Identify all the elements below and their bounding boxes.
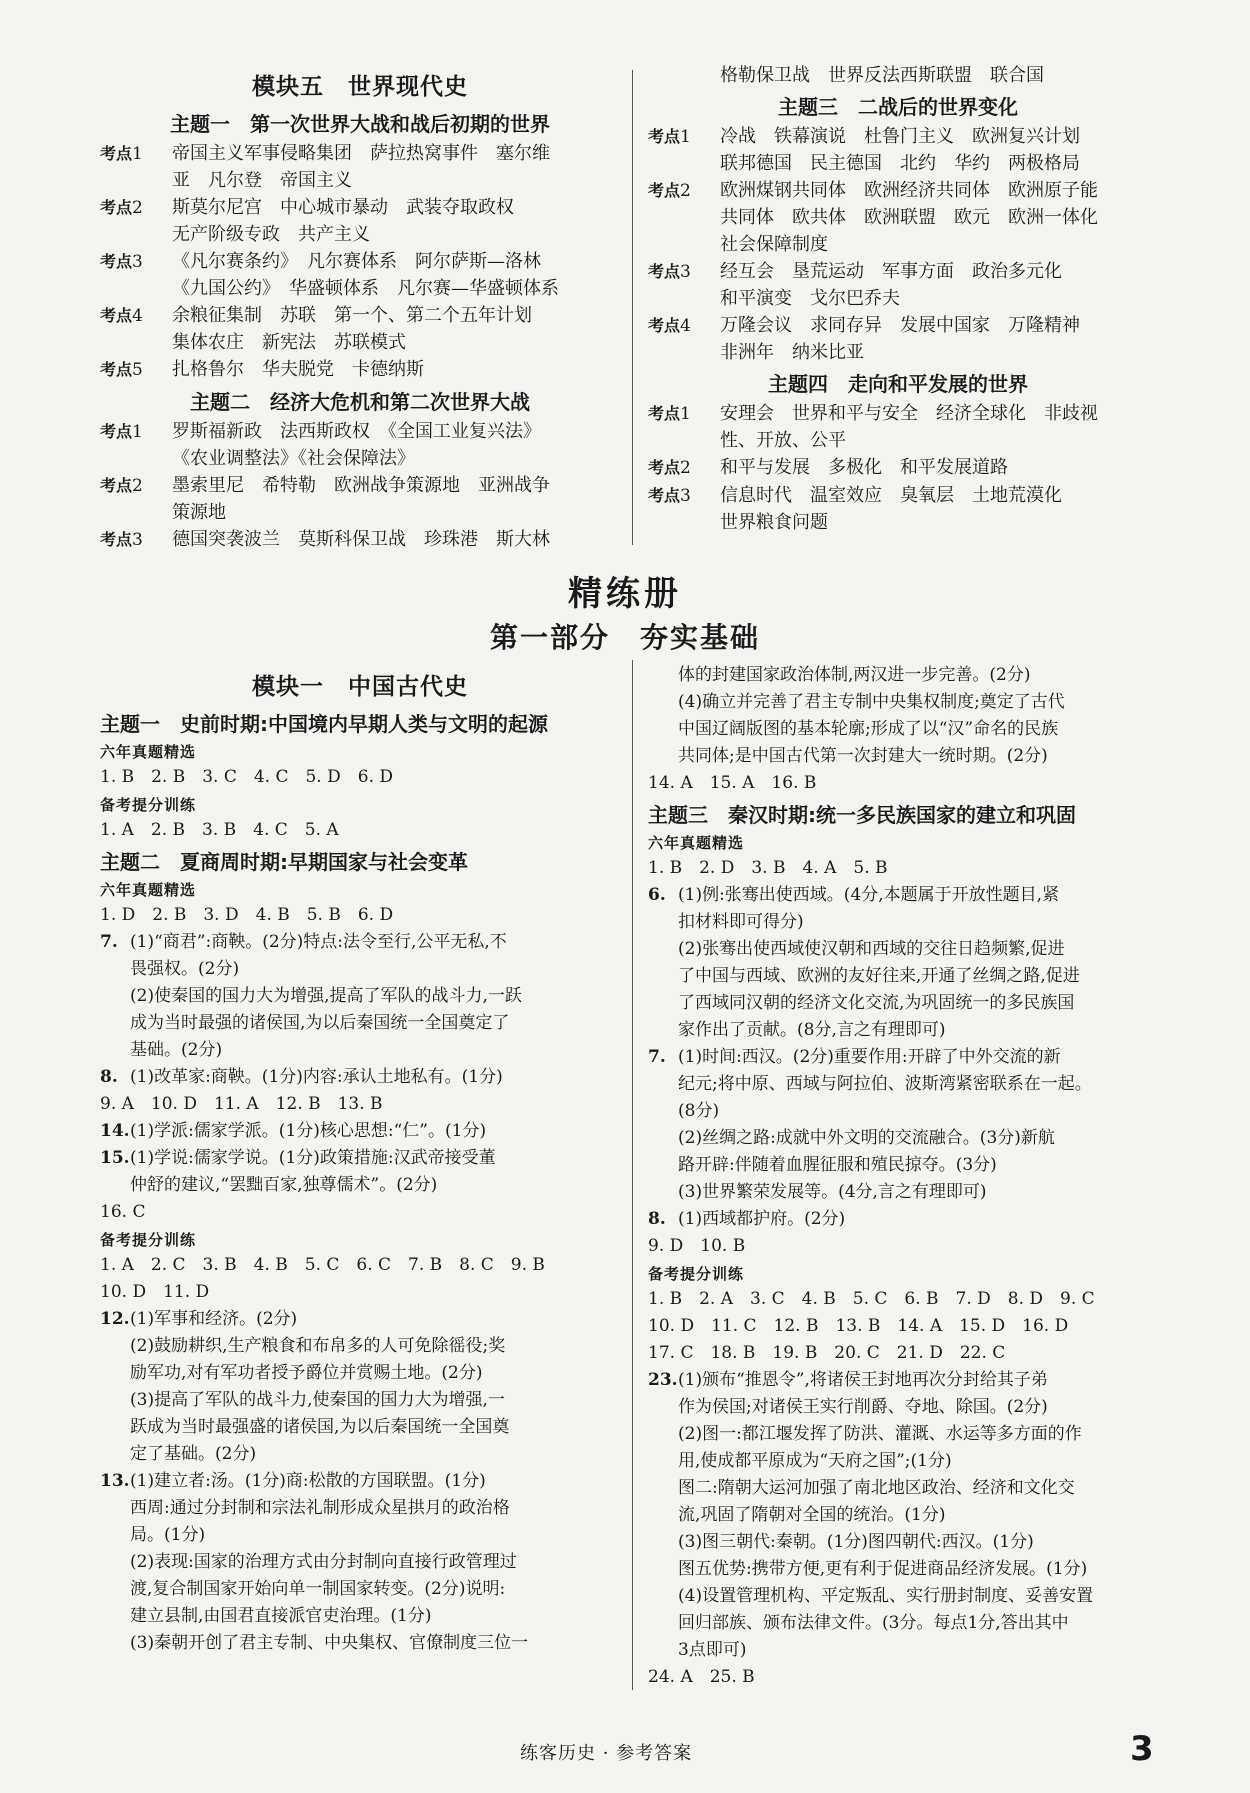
- subsection-label: 六年真题精选: [100, 881, 197, 899]
- question-body: [130, 1118, 620, 1145]
- question-body: [678, 882, 1148, 1044]
- question-line: 励军功,对有军功者授予爵位并赏赐土地。(2分): [130, 1363, 483, 1383]
- key-point-number: 1: [680, 404, 691, 424]
- key-point-word: 考点: [100, 252, 133, 271]
- answer-row: 16. C: [100, 1202, 146, 1222]
- key-point-line: 和平与发展 多极化 和平发展道路: [720, 457, 1008, 478]
- question-line: (3)世界繁荣发展等。(4分,言之有理即可): [678, 1182, 987, 1202]
- key-point: [100, 140, 620, 194]
- key-point-line: 罗斯福新政 法西斯政权 《全国工业复兴法》: [172, 421, 541, 442]
- question-line: (1)颁布“推恩令”,将诸侯王封地再次分封给其子弟: [678, 1370, 1048, 1390]
- question-line: (1)改革家:商鞅。(1分)内容:承认土地私有。(1分): [130, 1067, 503, 1087]
- answer-row: 1. B 2. D 3. B 4. A 5. B: [648, 858, 888, 878]
- key-point-number: 2: [680, 458, 691, 478]
- key-point-word: 考点: [100, 144, 133, 163]
- question-line: (1)时间:西汉。(2分)重要作用:开辟了中外交流的新: [678, 1047, 1061, 1067]
- question-line: 中国辽阔版图的基本轮廓;形成了以“汉”命名的民族: [678, 719, 1059, 739]
- key-point: [648, 258, 1148, 312]
- question-line: 用,使成都平原成为“天府之国”;(1分): [678, 1451, 952, 1471]
- question-line: (3)图三朝代:秦朝。(1分)图四朝代:西汉。(1分): [678, 1532, 1034, 1552]
- question-line: 家作出了贡献。(8分,言之有理即可): [678, 1020, 946, 1040]
- key-point-word: 考点: [100, 422, 133, 441]
- question-line: (3)提高了军队的战斗力,使秦国的国力大为增强,一: [130, 1390, 505, 1410]
- continuation-text: 格勒保卫战 世界反法西斯联盟 联合国: [720, 65, 1044, 86]
- key-point: [648, 454, 1148, 482]
- key-point-label: [100, 248, 172, 302]
- key-point-label: [648, 177, 720, 258]
- question-line: 了西域同汉朝的经济文化交流,为巩固统一的多民族国: [678, 993, 1075, 1013]
- question-line: (3)秦朝开创了君主专制、中央集权、官僚制度三位一: [130, 1633, 529, 1653]
- answer-row: 9. D 10. B: [648, 1236, 746, 1256]
- question-body: [678, 1367, 1148, 1664]
- key-point-word: 考点: [100, 198, 133, 217]
- key-point-number: 3: [680, 262, 691, 282]
- key-point-text: [172, 194, 620, 248]
- question: [648, 1206, 1148, 1233]
- key-point-text: [720, 312, 1148, 366]
- key-point-word: 考点: [100, 360, 133, 379]
- question: [100, 1468, 620, 1657]
- subsection-label: 备考提分训练: [100, 796, 197, 814]
- key-point: [100, 472, 620, 526]
- column-divider-bottom: [632, 660, 633, 1690]
- key-point-label: [100, 418, 172, 472]
- part-title: 第一部分 夯实基础: [489, 621, 760, 654]
- question-line: (1)军事和经济。(2分): [130, 1309, 298, 1329]
- key-point-number: 3: [680, 486, 691, 506]
- question-number: 7.: [100, 932, 118, 952]
- question-number: 8.: [100, 1067, 118, 1087]
- topic-title: 主题三 秦汉时期:统一多民族国家的建立和巩固: [648, 803, 1076, 827]
- question-line: 定了基础。(2分): [130, 1444, 257, 1464]
- key-point-line: 扎格鲁尔 华夫脱党 卡德纳斯: [172, 359, 424, 380]
- answer-row: 1. B 2. A 3. C 4. B 5. C 6. B 7. D 8. D 9. C: [648, 1289, 1095, 1309]
- key-point-line: 冷战 铁幕演说 杜鲁门主义 欧洲复兴计划: [720, 126, 1080, 147]
- question: [648, 1044, 1148, 1206]
- question-line: (2)丝绸之路:成就中外文明的交流融合。(3分)新航: [678, 1128, 1055, 1148]
- question: [100, 1306, 620, 1468]
- key-point-line: 安理会 世界和平与安全 经济全球化 非歧视: [720, 403, 1098, 424]
- key-point-text: [172, 526, 620, 554]
- question-line: 3点即可): [678, 1640, 747, 1660]
- topic-title: 主题二 经济大危机和第二次世界大战: [190, 390, 530, 414]
- key-point-label: [648, 400, 720, 454]
- key-point-label: [648, 482, 720, 536]
- key-point-line: 经互会 垦荒运动 军事方面 政治多元化: [720, 261, 1062, 282]
- answer-row: 1. D 2. B 3. D 4. B 5. B 6. D: [100, 905, 394, 925]
- key-point-word: 考点: [648, 262, 681, 281]
- top-left-column: [100, 62, 620, 554]
- key-point: [100, 302, 620, 356]
- key-point-line: 无产阶级专政 共产主义: [172, 224, 370, 245]
- question-line: (1)西域都护府。(2分): [678, 1209, 846, 1229]
- question-line: 体的封建国家政治体制,两汉进一步完善。(2分): [678, 665, 1031, 685]
- key-point-line: 余粮征集制 苏联 第一个、第二个五年计划: [172, 305, 532, 326]
- key-point-number: 5: [132, 360, 143, 380]
- question-number: 23.: [648, 1370, 678, 1390]
- key-point-label: [648, 312, 720, 366]
- answer-row: 1. B 2. B 3. C 4. C 5. D 6. D: [100, 767, 394, 787]
- question-line: (1)“商君”:商鞅。(2分)特点:法令至行,公平无私,不: [130, 932, 507, 952]
- question-number: 12.: [100, 1309, 130, 1329]
- key-point-label: [648, 258, 720, 312]
- question-line: 作为侯国;对诸侯王实行削爵、夺地、除国。(2分): [678, 1397, 1048, 1417]
- key-point-number: 2: [132, 476, 143, 496]
- question-body: [130, 1064, 620, 1091]
- question-number: 7.: [648, 1047, 666, 1067]
- question-line: 成为当时最强的诸侯国,为以后秦国统一全国奠定了: [130, 1013, 510, 1033]
- question-line: (8分): [678, 1101, 720, 1121]
- question-line: 纪元;将中原、西域与阿拉伯、波斯湾紧密联系在一起。: [678, 1074, 1092, 1094]
- question-line: (2)使秦国的国力大为增强,提高了军队的战斗力,一跃: [130, 986, 522, 1006]
- key-point-line: 联邦德国 民主德国 北约 华约 两极格局: [720, 153, 1080, 174]
- question-line: (2)鼓励耕织,生产粮食和布帛多的人可免除徭役;奖: [130, 1336, 506, 1356]
- key-point-label: [100, 194, 172, 248]
- key-point-line: 墨索里尼 希特勒 欧洲战争策源地 亚洲战争: [172, 475, 550, 496]
- key-point-line: 欧洲煤钢共同体 欧洲经济共同体 欧洲原子能: [720, 180, 1098, 201]
- page-number: 3: [1130, 1729, 1154, 1769]
- question-body: [130, 1468, 620, 1657]
- question-line: 路开辟:伴随着血腥征服和殖民掠夺。(3分): [678, 1155, 997, 1175]
- key-point-word: 考点: [100, 476, 133, 495]
- key-point-line: 信息时代 温室效应 臭氧层 土地荒漠化: [720, 485, 1062, 506]
- question-line: (2)图一:都江堰发挥了防洪、灌溉、水运等多方面的作: [678, 1424, 1082, 1444]
- answer-row: 24. A 25. B: [648, 1667, 755, 1687]
- key-point-word: 考点: [648, 486, 681, 505]
- key-point: [100, 526, 620, 554]
- key-point-word: 考点: [648, 404, 681, 423]
- answer-row: 1. A 2. B 3. B 4. C 5. A: [100, 820, 339, 840]
- question: [100, 1145, 620, 1199]
- section-title: 精练册: [568, 574, 682, 614]
- key-point-number: 2: [132, 198, 143, 218]
- question-body: [678, 1206, 1148, 1233]
- key-point: [648, 400, 1148, 454]
- key-point-text: [720, 258, 1148, 312]
- key-point-word: 考点: [648, 181, 681, 200]
- question-line: 渡,复合制国家开始向单一制国家转变。(2分)说明:: [130, 1579, 506, 1599]
- question-line: (2)张骞出使西域使汉朝和西域的交往日趋频繁,促进: [678, 939, 1065, 959]
- subsection-label: 六年真题精选: [648, 834, 745, 852]
- key-point: [648, 482, 1148, 536]
- question-line: 回归部族、颁布法律文件。(3分。每点1分,答出其中: [678, 1613, 1069, 1633]
- subsection-label: 六年真题精选: [100, 743, 197, 761]
- column-divider-top: [632, 70, 633, 545]
- question-line: 了中国与西域、欧洲的友好往来,开通了丝绸之路,促进: [678, 966, 1080, 986]
- key-point-line: 集体农庄 新宪法 苏联模式: [172, 332, 406, 353]
- key-point-number: 3: [132, 252, 143, 272]
- question-line: 西周:通过分封制和宗法礼制形成众星拱月的政治格: [130, 1498, 510, 1518]
- answer-row: 10. D 11. C 12. B 13. B 14. A 15. D 16. D: [648, 1316, 1069, 1336]
- key-point-line: 社会保障制度: [720, 234, 828, 255]
- question: [100, 929, 620, 1064]
- key-point-label: [100, 526, 172, 554]
- question-line: 仲舒的建议,“罢黜百家,独尊儒术”。(2分): [130, 1175, 438, 1195]
- question-line: 共同体;是中国古代第一次封建大一统时期。(2分): [678, 746, 1048, 766]
- key-point-word: 考点: [648, 127, 681, 146]
- question-body: [130, 929, 620, 1064]
- answer-row: 10. D 11. D: [100, 1282, 210, 1302]
- key-point-line: 亚 凡尔登 帝国主义: [172, 170, 352, 191]
- key-point-line: 策源地: [172, 502, 226, 523]
- topic-title: 主题一 史前时期:中国境内早期人类与文明的起源: [100, 712, 548, 736]
- key-point: [100, 248, 620, 302]
- bottom-right-column: [648, 662, 1148, 1691]
- key-point-label: [100, 302, 172, 356]
- key-point-line: 万隆会议 求同存异 发展中国家 万隆精神: [720, 315, 1080, 336]
- footer-text: 练客历史 · 参考答案: [520, 1743, 693, 1764]
- key-point-number: 4: [680, 316, 691, 336]
- question-line: 建立县制,由国君直接派官吏治理。(1分): [130, 1606, 432, 1626]
- question-line: 局。(1分): [130, 1525, 206, 1545]
- key-point-label: [100, 356, 172, 384]
- key-point-number: 2: [680, 181, 691, 201]
- answer-row: 1. A 2. C 3. B 4. B 5. C 6. C 7. B 8. C 9. B: [100, 1255, 545, 1275]
- question: [100, 1118, 620, 1145]
- topic-title: 主题三 二战后的世界变化: [778, 95, 1018, 119]
- key-point-word: 考点: [648, 316, 681, 335]
- key-point-text: [720, 400, 1148, 454]
- question-line: 扣材料即可得分): [678, 912, 804, 932]
- key-point-word: 考点: [648, 458, 681, 477]
- question-continuation: [648, 662, 1148, 770]
- answer-row: 14. A 15. A 16. B: [648, 773, 817, 793]
- question-line: 流,巩固了隋朝对全国的统治。(1分): [678, 1505, 946, 1525]
- key-point-line: 《农业调整法》《社会保障法》: [172, 448, 415, 469]
- question-body: [678, 662, 1148, 770]
- question-line: 图二:隋朝大运河加强了南北地区政治、经济和文化交: [678, 1478, 1075, 1498]
- answer-row: 9. A 10. D 11. A 12. B 13. B: [100, 1094, 383, 1114]
- question-number: 6.: [648, 885, 666, 905]
- topic-title: 主题二 夏商周时期:早期国家与社会变革: [100, 850, 468, 874]
- key-point: [648, 177, 1148, 258]
- key-point-line: 《九国公约》 华盛顿体系 凡尔赛—华盛顿体系: [172, 278, 559, 299]
- key-point-text: [172, 248, 620, 302]
- key-point-text: [172, 302, 620, 356]
- key-point-label: [648, 454, 720, 482]
- question: [648, 882, 1148, 1044]
- key-point-line: 性、开放、公平: [720, 430, 846, 451]
- question-body: [130, 1145, 620, 1199]
- key-point-line: 帝国主义军事侵略集团 萨拉热窝事件 塞尔维: [172, 143, 550, 164]
- question-number: 13.: [100, 1471, 130, 1491]
- topic-title: 主题一 第一次世界大战和战后初期的世界: [170, 112, 550, 136]
- key-point-line: 和平演变 戈尔巴乔夫: [720, 288, 900, 309]
- question-body: [130, 1306, 620, 1468]
- key-point-label: [100, 472, 172, 526]
- key-point-text: [172, 472, 620, 526]
- key-point-line: 非洲年 纳米比亚: [720, 342, 864, 363]
- subsection-label: 备考提分训练: [648, 1265, 745, 1283]
- subsection-label: 备考提分训练: [100, 1231, 197, 1249]
- question-line: (1)学派:儒家学派。(1分)核心思想:“仁”。(1分): [130, 1121, 487, 1141]
- continuation-line: [648, 62, 1148, 89]
- key-point: [100, 418, 620, 472]
- key-point: [100, 356, 620, 384]
- question-line: 畏强权。(2分): [130, 959, 240, 979]
- key-point-number: 1: [680, 127, 691, 147]
- key-point-word: 考点: [100, 530, 133, 549]
- key-point-text: [720, 123, 1148, 177]
- module-title: 模块五 世界现代史: [252, 74, 468, 100]
- key-point-line: 德国突袭波兰 莫斯科保卫战 珍珠港 斯大林: [172, 529, 550, 550]
- question: [100, 1064, 620, 1091]
- question-number: 15.: [100, 1148, 130, 1168]
- question: [648, 1367, 1148, 1664]
- answer-row: 17. C 18. B 19. B 20. C 21. D 22. C: [648, 1343, 1006, 1363]
- key-point: [100, 194, 620, 248]
- key-point-number: 1: [132, 422, 143, 442]
- question-line: 基础。(2分): [130, 1040, 223, 1060]
- bottom-left-column: [100, 662, 620, 1657]
- topic-title: 主题四 走向和平发展的世界: [768, 372, 1028, 396]
- question-number: 14.: [100, 1121, 130, 1141]
- key-point-text: [172, 140, 620, 194]
- key-point-text: [172, 356, 620, 384]
- question-line: (4)设置管理机构、平定叛乱、实行册封制度、妥善安置: [678, 1586, 1094, 1606]
- question-line: (4)确立并完善了君主专制中央集权制度;奠定了古代: [678, 692, 1065, 712]
- key-point: [648, 123, 1148, 177]
- key-point-text: [720, 482, 1148, 536]
- top-right-column: [648, 62, 1148, 536]
- key-point-label: [648, 123, 720, 177]
- question-line: 图五优势:携带方便,更有利于促进商品经济发展。(1分): [678, 1559, 1088, 1579]
- key-point-line: 斯莫尔尼宫 中心城市暴动 武装夺取政权: [172, 197, 514, 218]
- key-point-word: 考点: [100, 306, 133, 325]
- key-point-label: [100, 140, 172, 194]
- key-point-text: [172, 418, 620, 472]
- key-point-line: 世界粮食问题: [720, 512, 828, 533]
- question-number: 8.: [648, 1209, 666, 1229]
- question-line: (1)例:张骞出使西域。(4分,本题属于开放性题目,紧: [678, 885, 1060, 905]
- key-point-line: 《凡尔赛条约》 凡尔赛体系 阿尔萨斯—洛林: [172, 251, 541, 272]
- key-point-number: 4: [132, 306, 143, 326]
- key-point-number: 3: [132, 530, 143, 550]
- question-body: [678, 1044, 1148, 1206]
- key-point-text: [720, 454, 1148, 482]
- module-title: 模块一 中国古代史: [252, 674, 468, 700]
- key-point: [648, 312, 1148, 366]
- key-point-text: [720, 177, 1148, 258]
- question-line: 跃成为当时最强盛的诸侯国,为以后秦国统一全国奠: [130, 1417, 510, 1437]
- key-point-number: 1: [132, 144, 143, 164]
- question-line: (1)建立者:汤。(1分)商:松散的方国联盟。(1分): [130, 1471, 486, 1491]
- question-line: (2)表现:国家的治理方式由分封制向直接行政管理过: [130, 1552, 517, 1572]
- key-point-line: 共同体 欧共体 欧洲联盟 欧元 欧洲一体化: [720, 207, 1098, 228]
- question-line: (1)学说:儒家学说。(1分)政策措施:汉武帝接受董: [130, 1148, 496, 1168]
